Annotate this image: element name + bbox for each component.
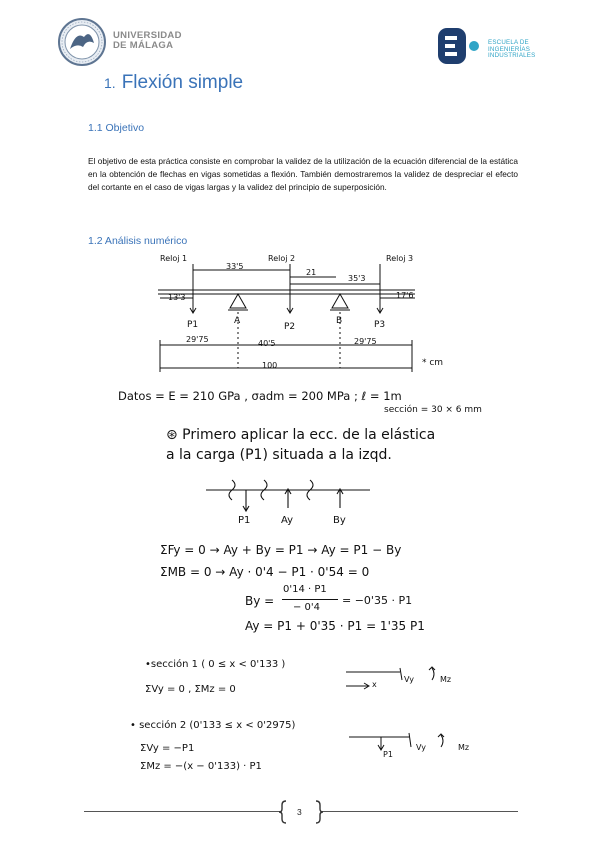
datos-line: Datos = E = 210 GPa , σadm = 200 MPa ; ℓ = 1m [118, 389, 402, 403]
university-name-line2: DE MÁLAGA [113, 40, 174, 51]
dim-17-6: 17'6 [396, 291, 414, 300]
seccion1-equations: ΣVy = 0 , ΣMz = 0 [145, 684, 236, 695]
university-name-line1: UNIVERSIDAD [113, 30, 182, 41]
free-body-diagram [200, 478, 380, 514]
primero-line1: ⊛ Primero aplicar la ecc. de la elástica [166, 427, 436, 443]
dim-13-3: 13'3 [168, 293, 186, 302]
section-number: 1. [104, 75, 116, 91]
dim-35-3: 35'3 [348, 274, 366, 283]
dim-100: 100 [262, 361, 278, 370]
seccion1-vy-label: Vy [404, 675, 414, 684]
seccion2-moment: ΣMz = −(x − 0'133) · P1 [140, 761, 262, 772]
seccion2-cut-diagram [345, 729, 470, 759]
section-title [104, 72, 243, 94]
equation-sum-moments: ΣMB = 0 → Ay · 0'4 − P1 · 0'54 = 0 [160, 565, 370, 579]
seccion-dimension: sección = 30 × 6 mm [384, 405, 482, 415]
seccion2-shear: ΣVy = −P1 [140, 743, 195, 754]
university-seal-icon [54, 17, 110, 67]
footer-rule-left [84, 811, 280, 812]
seccion2-title: • sección 2 (0'133 ≤ x < 0'2975) [130, 720, 296, 731]
seccion1-mz-label: Mz [440, 675, 452, 684]
dim-29-75-left: 29'75 [186, 335, 209, 344]
support-b-label: B [336, 316, 343, 326]
seccion1-x-label: x [372, 680, 377, 689]
dim-29-75-right: 29'75 [354, 337, 377, 346]
fbd-by-label: By [333, 515, 346, 526]
school-logo [438, 28, 484, 64]
seccion2-vy-label: Vy [416, 743, 426, 752]
school-name-line3: INDUSTRIALES [488, 52, 536, 60]
equation-by-denominator: − 0'4 [293, 602, 321, 613]
equation-by-numerator: 0'14 · P1 [283, 584, 327, 595]
school-name-line1: ESCUELA DE [488, 39, 529, 46]
fbd-p1-label: P1 [238, 515, 251, 526]
load-p1-label: P1 [187, 320, 199, 330]
support-a-label: A [234, 316, 241, 326]
objetivo-paragraph: El objetivo de esta práctica consiste en comprobar la validez de la utilización de la ecuación diferencial de la estática en la obtención de flechas en vigas sometidas a flexión. También demostraremos la validez de despreciar el efecto del cortante en el caso de vigas largas y la validez del principio de superposición. [88, 156, 518, 193]
reloj1-label: Reloj 1 [160, 254, 188, 263]
page-number: 3 [297, 807, 302, 817]
school-name-line2: INGENIERÍAS [488, 45, 531, 53]
dim-21: 21 [306, 268, 317, 277]
seccion2-p1-label: P1 [383, 750, 393, 759]
reloj3-label: Reloj 3 [386, 254, 414, 263]
units-label: * cm [422, 358, 444, 368]
load-p3-label: P3 [374, 320, 386, 330]
seccion1-title: •sección 1 ( 0 ≤ x < 0'133 ) [145, 659, 286, 670]
equation-sum-forces: ΣFy = 0 → Ay + By = P1 → Ay = P1 − By [160, 543, 402, 557]
equation-by-rhs: = −0'35 · P1 [342, 594, 413, 607]
dim-40-5: 40'5 [258, 339, 276, 348]
equation-by-lhs: By = [245, 594, 275, 608]
fraction-bar [282, 599, 338, 600]
equation-ay: Ay = P1 + 0'35 · P1 = 1'35 P1 [245, 619, 425, 633]
load-p2-label: P2 [284, 322, 296, 332]
footer-rule-right [322, 811, 518, 812]
dim-33-5: 33'5 [226, 262, 244, 271]
reloj2-label: Reloj 2 [268, 254, 296, 263]
analisis-heading: 1.2 Análisis numérico [88, 235, 188, 247]
section-title-text: Flexión simple [121, 72, 244, 93]
seccion2-mz-label: Mz [458, 743, 470, 752]
objetivo-heading: 1.1 Objetivo [88, 122, 145, 134]
primero-line2: a la carga (P1) situada a la izqd. [166, 447, 392, 463]
university-logo [54, 17, 110, 67]
school-logo-icon [438, 28, 484, 64]
fbd-ay-label: Ay [281, 515, 294, 526]
